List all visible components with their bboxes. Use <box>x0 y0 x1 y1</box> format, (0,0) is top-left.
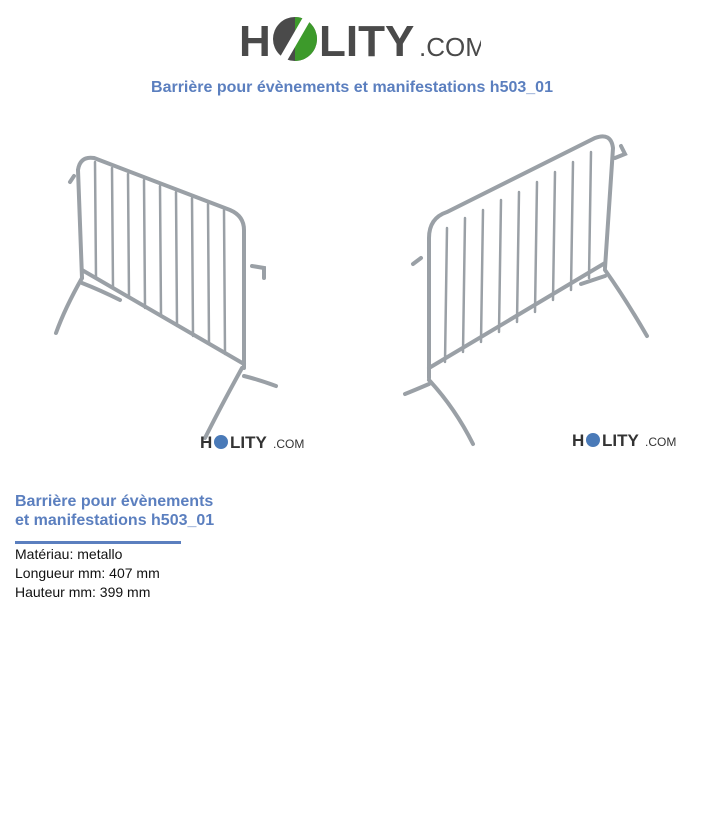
barrier-front-illustration <box>20 118 350 478</box>
logo-text-h: H <box>239 17 271 64</box>
product-name <box>15 492 245 530</box>
logo-text-lity: LITY <box>319 17 415 64</box>
watermark-o-icon <box>214 435 228 449</box>
watermark-h: H <box>572 431 585 450</box>
product-specs <box>15 545 160 602</box>
logo-o-icon <box>273 16 317 62</box>
spec-material: Matériau: metallo <box>15 546 123 562</box>
barrier-side-illustration <box>385 118 715 478</box>
product-photo-front <box>20 118 350 478</box>
product-name-line2: et manifestations h503_01 <box>15 512 215 529</box>
spec-length: Longueur mm: 407 mm <box>15 565 160 581</box>
section-divider <box>15 541 181 544</box>
watermark-com: .COM <box>273 437 305 451</box>
product-photo-side <box>385 118 715 478</box>
spec-height: Hauteur mm: 399 mm <box>15 584 151 600</box>
watermark-h: H <box>200 433 213 452</box>
watermark-com: .COM <box>645 435 677 449</box>
holity-logo <box>239 12 481 64</box>
watermark-o-icon <box>586 433 600 447</box>
watermark-lity: LITY <box>230 433 267 452</box>
page-title: Barrière pour évènements et manifestations h503_01 <box>151 79 553 96</box>
watermark-lity: LITY <box>602 431 639 450</box>
logo-text-com: .COM <box>419 32 481 62</box>
product-name-line1: Barrière pour évènements <box>15 493 214 510</box>
